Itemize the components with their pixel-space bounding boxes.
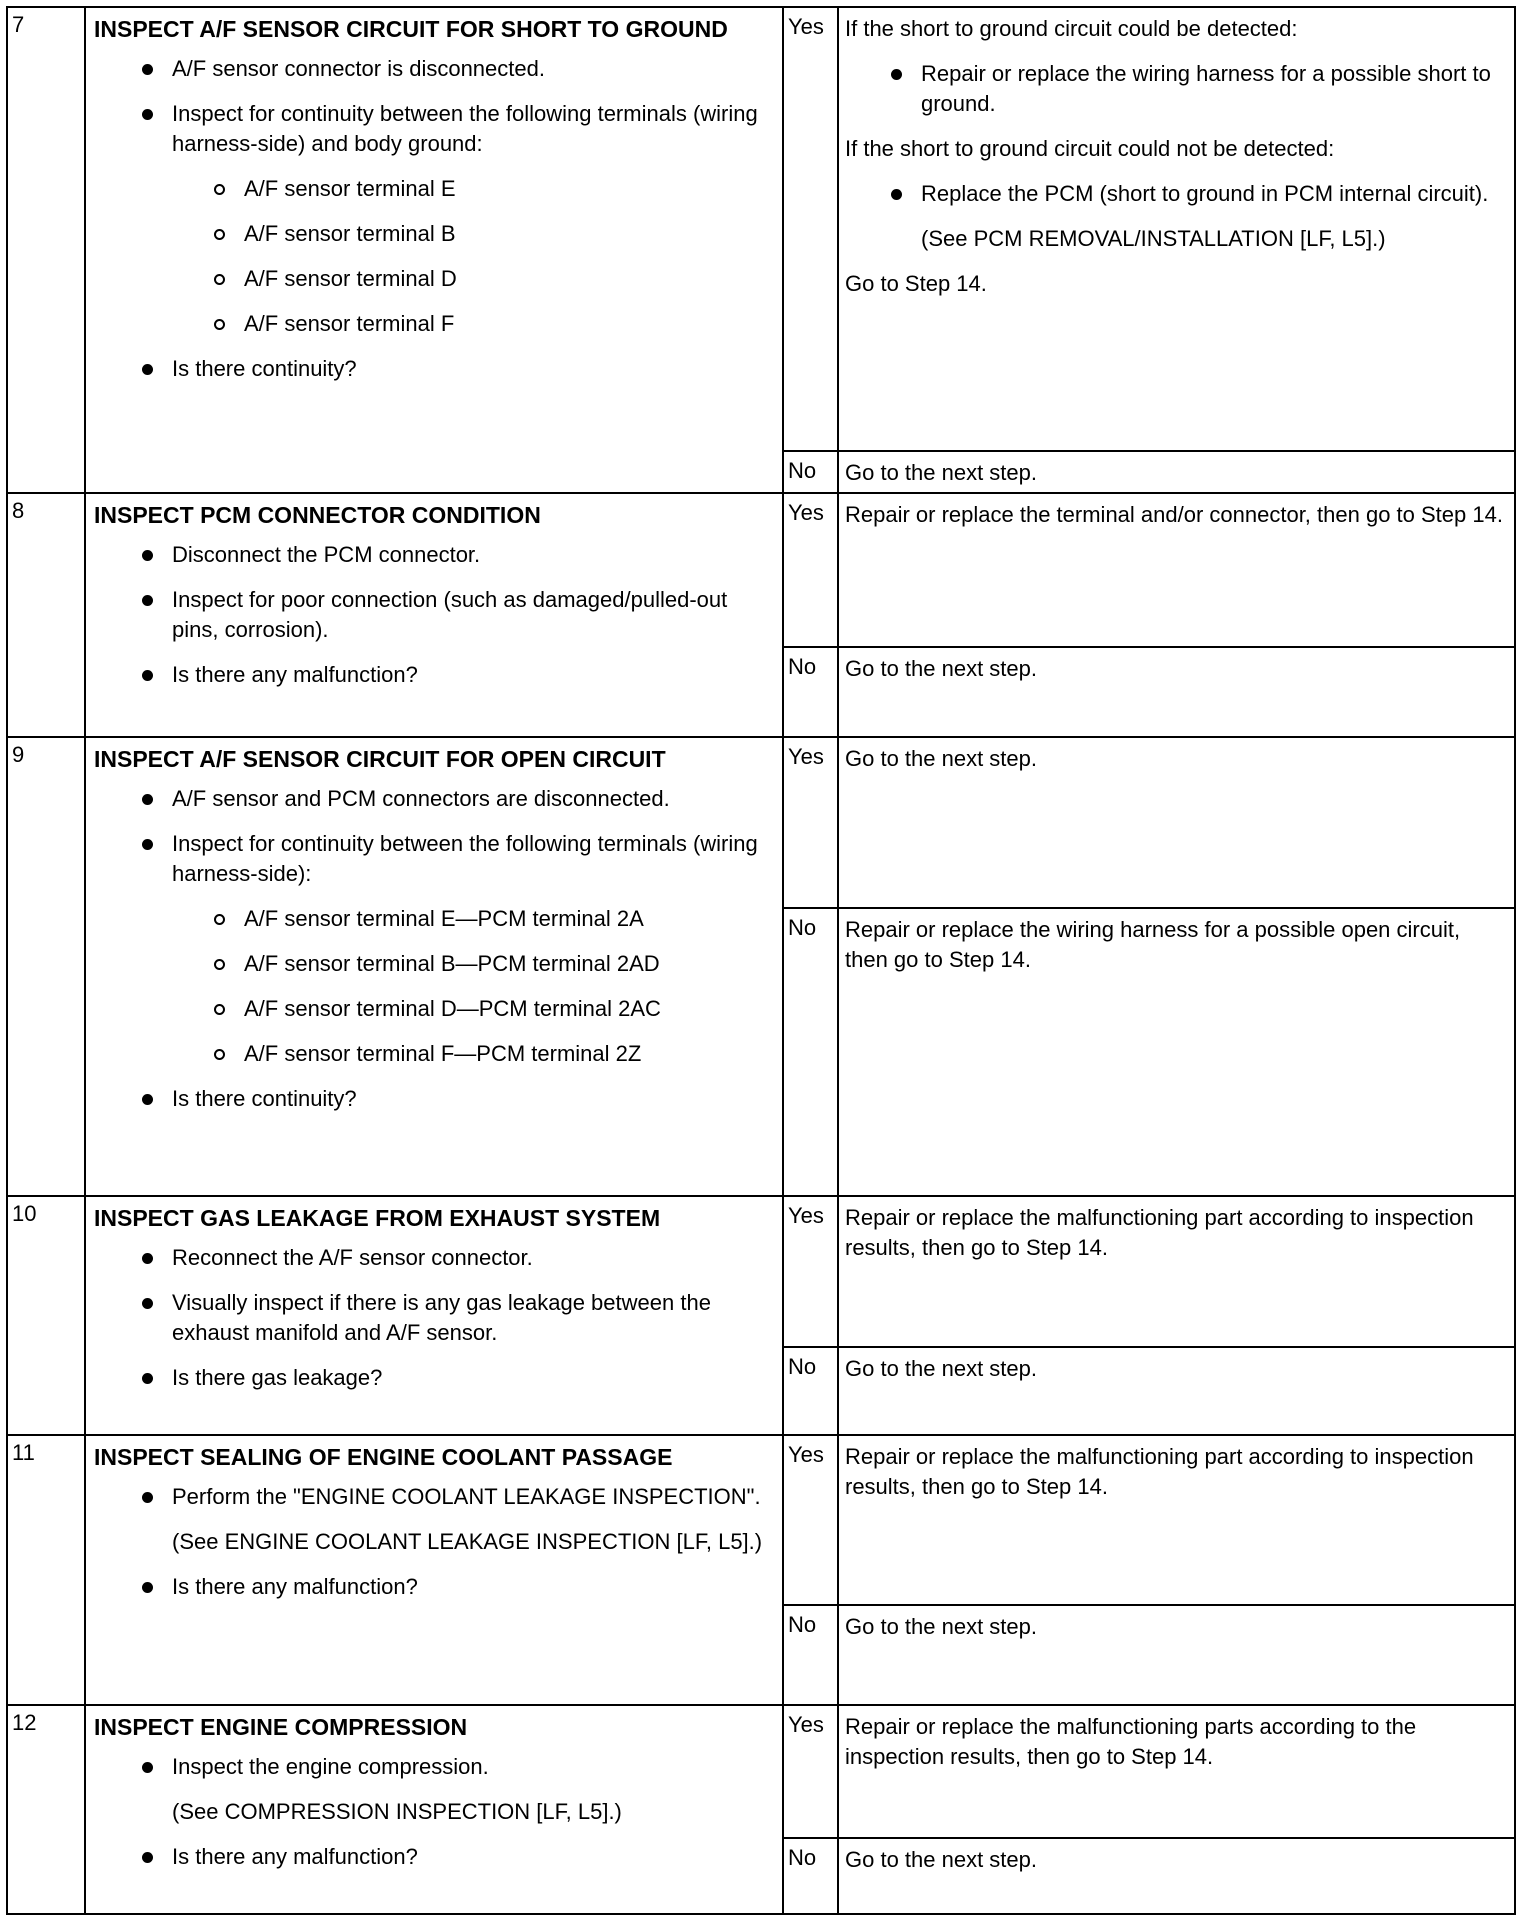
no-action: Go to the next step. <box>838 1347 1515 1435</box>
step-title: INSPECT PCM CONNECTOR CONDITION <box>94 502 541 528</box>
step-title: INSPECT GAS LEAKAGE FROM EXHAUST SYSTEM <box>94 1205 661 1231</box>
step-number: 8 <box>7 493 85 737</box>
yes-action: Repair or replace the malfunctioning part according to inspection results, then go to Step 14. <box>838 1196 1515 1347</box>
step-description <box>85 1435 783 1705</box>
sub-item: A/F sensor terminal B <box>94 219 774 249</box>
reference-note: (See COMPRESSION INSPECTION [LF, L5].) <box>172 1799 622 1824</box>
no-action: Go to the next step. <box>838 1838 1515 1914</box>
bullet-item: Disconnect the PCM connector. <box>94 540 774 570</box>
yes-label: Yes <box>783 1196 838 1347</box>
yes-label: Yes <box>783 1705 838 1838</box>
action-bullet: Replace the PCM (short to ground in PCM internal circuit). <box>845 179 1508 209</box>
question-item: Is there continuity? <box>94 354 774 384</box>
step-7-yes-row <box>7 7 1515 451</box>
step-number: 11 <box>7 1435 85 1705</box>
no-label: No <box>783 908 838 1196</box>
question-item: Is there gas leakage? <box>94 1363 774 1393</box>
sub-item: A/F sensor terminal B—PCM terminal 2AD <box>94 949 774 979</box>
no-action: Go to the next step. <box>838 1605 1515 1705</box>
sub-item: A/F sensor terminal E <box>94 174 774 204</box>
no-label: No <box>783 1605 838 1705</box>
step-12-yes-row <box>7 1705 1515 1838</box>
step-number: 7 <box>7 7 85 493</box>
step-title: INSPECT A/F SENSOR CIRCUIT FOR OPEN CIRCUIT <box>94 746 666 772</box>
step-8-yes-row <box>7 493 1515 647</box>
step-title: INSPECT ENGINE COMPRESSION <box>94 1714 468 1740</box>
bullet-item: Perform the "ENGINE COOLANT LEAKAGE INSPECTION". <box>94 1482 774 1512</box>
reference-note: (See ENGINE COOLANT LEAKAGE INSPECTION [LF, L5].) <box>172 1529 763 1554</box>
sub-item: A/F sensor terminal D <box>94 264 774 294</box>
step-description <box>85 1196 783 1435</box>
question-item: Is there any malfunction? <box>94 1842 774 1872</box>
step-description <box>85 1705 783 1914</box>
question-item: Is there continuity? <box>94 1084 774 1114</box>
step-title: INSPECT SEALING OF ENGINE COOLANT PASSAGE <box>94 1444 673 1470</box>
yes-label: Yes <box>783 7 838 451</box>
bullet-item: Reconnect the A/F sensor connector. <box>94 1243 774 1273</box>
step-description <box>85 737 783 1196</box>
action-text: If the short to ground circuit could not be detected: <box>845 136 1335 161</box>
bullet-item: A/F sensor and PCM connectors are disconnected. <box>94 784 774 814</box>
no-action: Go to the next step. <box>838 647 1515 737</box>
yes-action: Repair or replace the malfunctioning part according to inspection results, then go to Step 14. <box>838 1435 1515 1605</box>
yes-action: Repair or replace the terminal and/or connector, then go to Step 14. <box>838 493 1515 647</box>
yes-action <box>838 7 1515 451</box>
bullet-item: Inspect for continuity between the following terminals (wiring harness-side): <box>94 829 774 889</box>
step-title: INSPECT A/F SENSOR CIRCUIT FOR SHORT TO GROUND <box>94 16 728 42</box>
sub-item: A/F sensor terminal D—PCM terminal 2AC <box>94 994 774 1024</box>
question-item: Is there any malfunction? <box>94 660 774 690</box>
sub-item: A/F sensor terminal F <box>94 309 774 339</box>
question-item: Is there any malfunction? <box>94 1572 774 1602</box>
diagnostic-table <box>6 6 1516 1915</box>
yes-label: Yes <box>783 493 838 647</box>
step-description <box>85 7 783 493</box>
bullet-item: A/F sensor connector is disconnected. <box>94 54 774 84</box>
yes-action: Repair or replace the malfunctioning parts according to the inspection results, then go to Step 14. <box>838 1705 1515 1838</box>
yes-action: Go to the next step. <box>838 737 1515 908</box>
step-10-yes-row <box>7 1196 1515 1347</box>
no-action: Repair or replace the wiring harness for a possible open circuit, then go to Step 14. <box>838 908 1515 1196</box>
yes-label: Yes <box>783 737 838 908</box>
step-9-yes-row <box>7 737 1515 908</box>
step-number: 10 <box>7 1196 85 1435</box>
step-number: 9 <box>7 737 85 1196</box>
bullet-item: Inspect for poor connection (such as damaged/pulled-out pins, corrosion). <box>94 585 774 645</box>
no-label: No <box>783 451 838 493</box>
step-number: 12 <box>7 1705 85 1914</box>
step-11-yes-row <box>7 1435 1515 1605</box>
action-text: If the short to ground circuit could be detected: <box>845 16 1298 41</box>
yes-label: Yes <box>783 1435 838 1605</box>
action-text: Go to Step 14. <box>845 271 987 296</box>
bullet-item: Inspect for continuity between the following terminals (wiring harness-side) and body ground: <box>94 99 774 159</box>
action-bullet: Repair or replace the wiring harness for a possible short to ground. <box>845 59 1508 119</box>
bullet-item: Visually inspect if there is any gas leakage between the exhaust manifold and A/F sensor. <box>94 1288 774 1348</box>
sub-item: A/F sensor terminal E—PCM terminal 2A <box>94 904 774 934</box>
diagnostic-procedure-page <box>6 6 1514 1900</box>
step-description <box>85 493 783 737</box>
action-note: (See PCM REMOVAL/INSTALLATION [LF, L5].) <box>921 226 1386 251</box>
bullet-item: Inspect the engine compression. <box>94 1752 774 1782</box>
no-label: No <box>783 1347 838 1435</box>
no-label: No <box>783 647 838 737</box>
no-action: Go to the next step. <box>838 451 1515 493</box>
no-label: No <box>783 1838 838 1914</box>
sub-item: A/F sensor terminal F—PCM terminal 2Z <box>94 1039 774 1069</box>
